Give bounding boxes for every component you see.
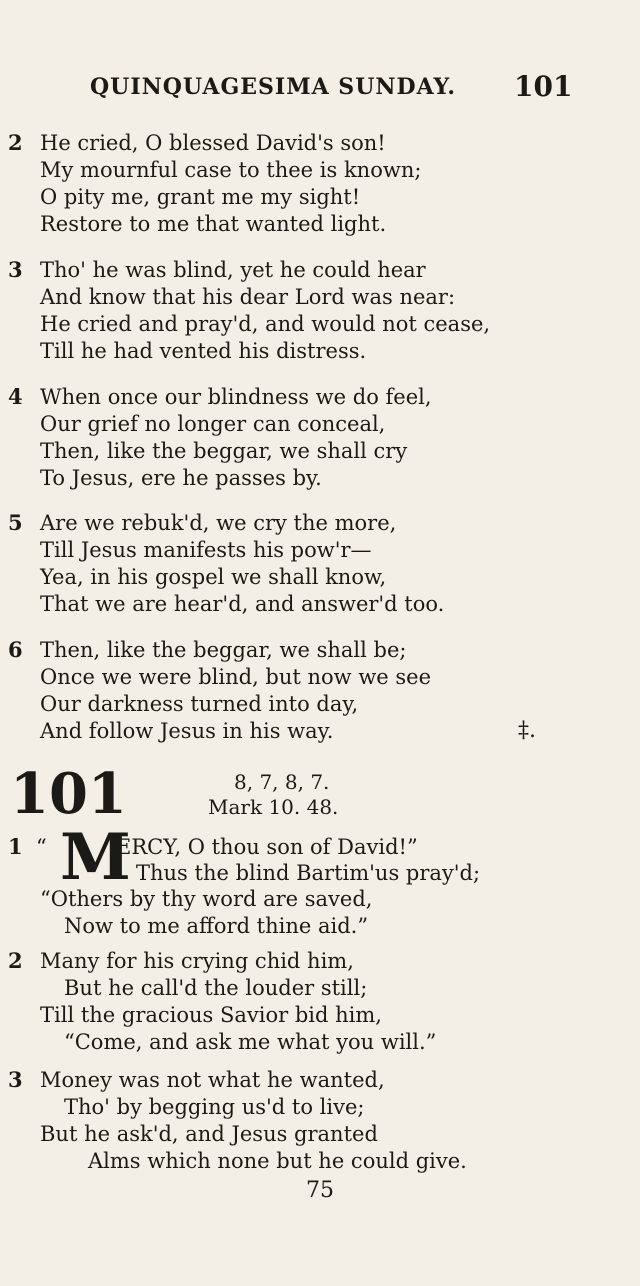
drop-cap: M (60, 820, 131, 895)
verse-line: But he call'd the louder still; (64, 976, 368, 1000)
page-number: 101 (514, 70, 573, 103)
verse-line: Thus the blind Bartim'us pray'd; (136, 861, 481, 885)
end-mark: ‡. (518, 718, 536, 743)
verse-line: That we are hear'd, and answer'd too. (40, 592, 445, 616)
verse-number: 6 (8, 637, 23, 662)
verse-line: Many for his crying chid him, (40, 949, 354, 973)
verse-number: 4 (8, 384, 23, 409)
verse-line: He cried and pray'd, and would not cease, (40, 312, 491, 336)
signature-number: 75 (306, 1178, 334, 1203)
verse-line: “Others by thy word are saved, (40, 887, 373, 911)
verse-line: Tho' by begging us'd to live; (64, 1095, 365, 1119)
open-quote: “ (36, 835, 47, 859)
hymn-meter: 8, 7, 8, 7. (234, 770, 330, 794)
verse-line: But he ask'd, and Jesus granted (40, 1122, 378, 1146)
verse-line: Restore to me that wanted light. (40, 212, 387, 236)
verse-number: 1 (8, 834, 23, 859)
verse-line: Then, like the beggar, we shall be; (40, 638, 407, 662)
verse-line: Once we were blind, but now we see (40, 665, 432, 689)
verse-line: ERCY, O thou son of David!” (116, 835, 418, 859)
verse-line: Till he had vented his distress. (40, 339, 367, 363)
verse-line: Alms which none but he could give. (88, 1149, 467, 1173)
verse-line: And follow Jesus in his way. (40, 719, 334, 743)
verse-number: 5 (8, 510, 23, 535)
verse-line: When once our blindness we do feel, (40, 385, 432, 409)
hymn-number: 101 (10, 761, 127, 827)
verse-line: Are we rebuk'd, we cry the more, (40, 511, 397, 535)
verse-line: “Come, and ask me what you will.” (64, 1030, 437, 1054)
verse-line: He cried, O blessed David's son! (40, 131, 386, 155)
verse-line: Till the gracious Savior bid him, (40, 1003, 382, 1027)
verse-number: 2 (8, 130, 23, 155)
section-title: QUINQUAGESIMA SUNDAY. (90, 74, 457, 100)
verse-line: Tho' he was blind, yet he could hear (40, 258, 426, 282)
verse-number: 2 (8, 948, 23, 973)
verse-line: O pity me, grant me my sight! (40, 185, 361, 209)
verse-line: Yea, in his gospel we shall know, (40, 565, 387, 589)
verse-line: Then, like the beggar, we shall cry (40, 439, 408, 463)
verse-line: Now to me afford thine aid.” (64, 914, 369, 938)
verse-line: And know that his dear Lord was near: (40, 285, 456, 309)
running-header (0, 70, 640, 106)
verse-line: To Jesus, ere he passes by. (40, 466, 322, 490)
verse-line: Till Jesus manifests his pow'r— (40, 538, 372, 562)
verse-line: Our grief no longer can conceal, (40, 412, 386, 436)
verse-line: Money was not what he wanted, (40, 1068, 385, 1092)
scripture-reference: Mark 10. 48. (208, 795, 339, 819)
verse-number: 3 (8, 257, 23, 282)
signature-mark (0, 1178, 640, 1203)
verse-line: My mournful case to thee is known; (40, 158, 422, 182)
verse-line: Our darkness turned into day, (40, 692, 359, 716)
verse-number: 3 (8, 1067, 23, 1092)
